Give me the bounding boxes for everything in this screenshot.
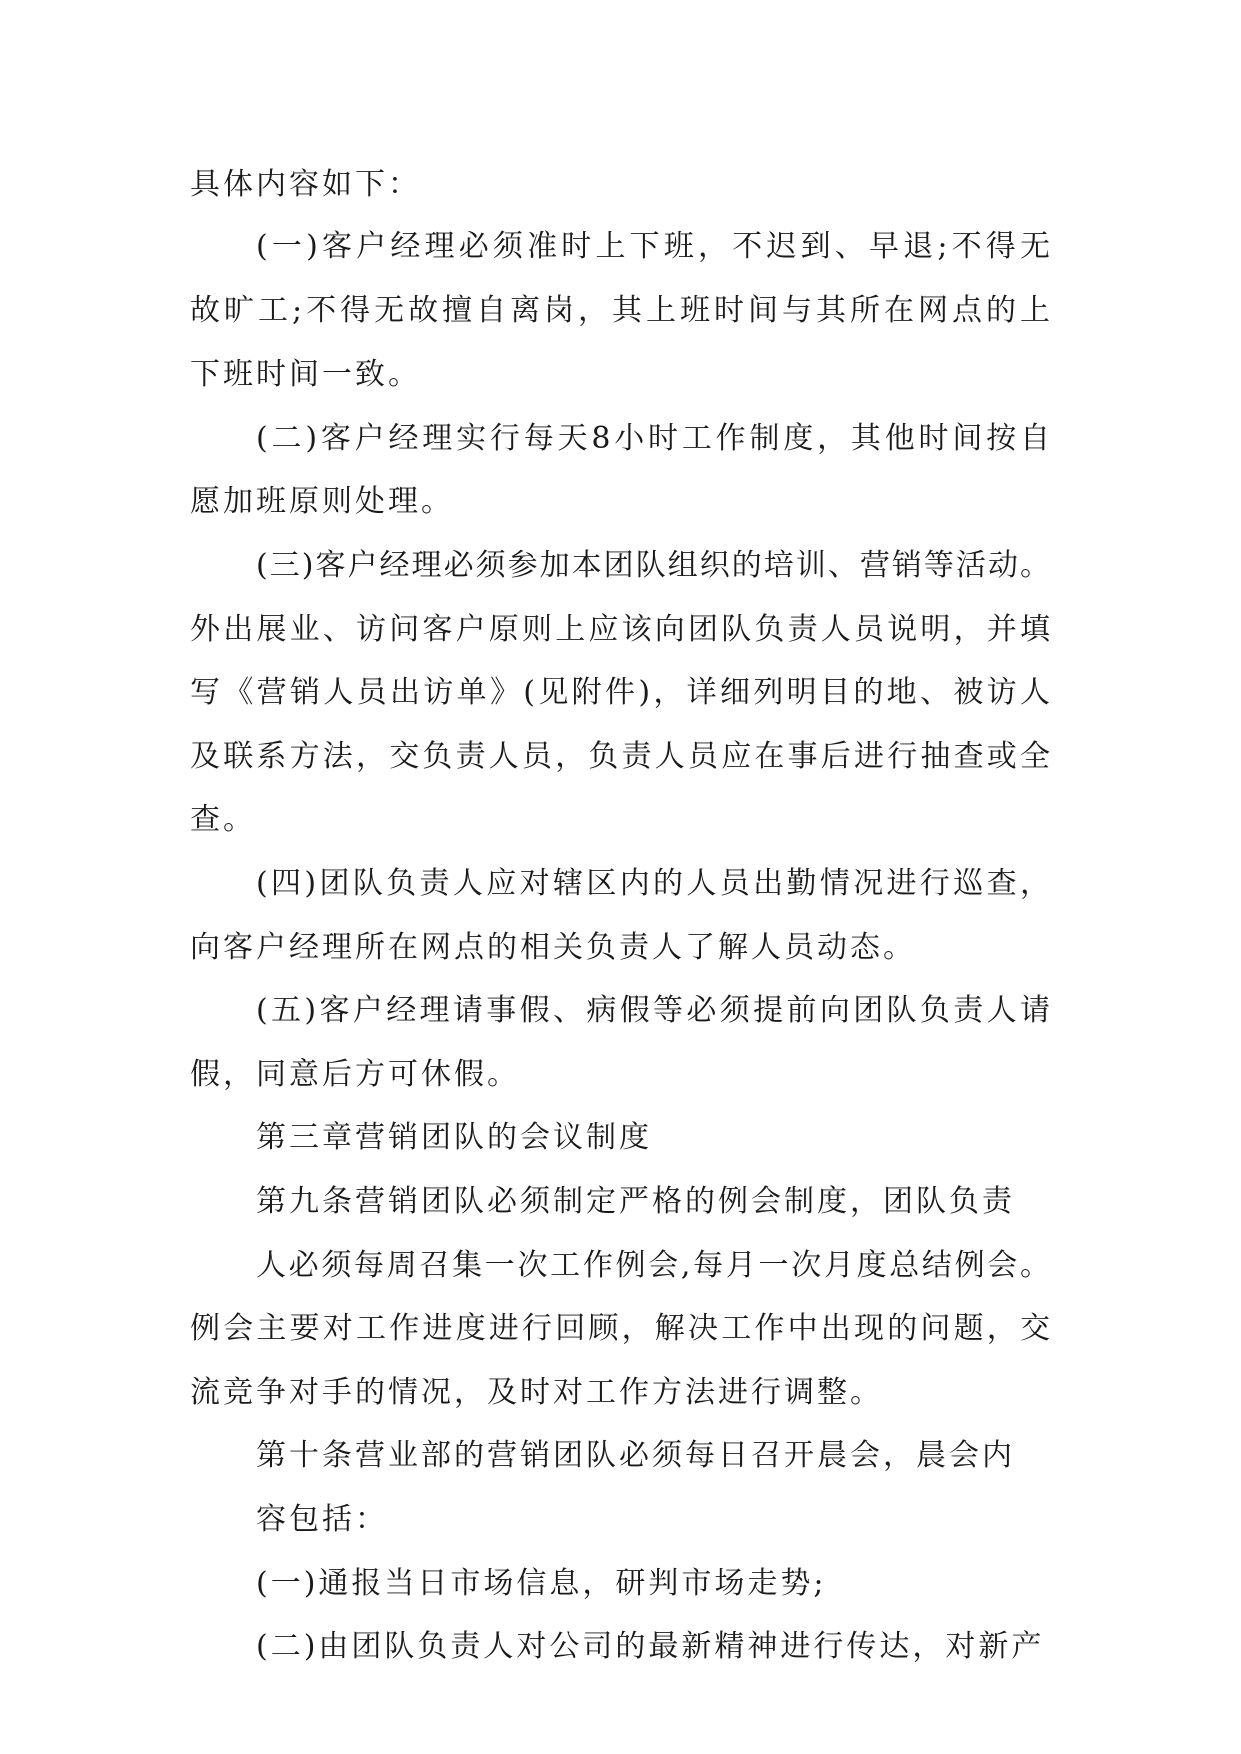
text-line: 假，同意后方可休假。 [190,1057,520,1092]
text-line: 第九条营销团队必须制定严格的例会制度，团队负责 [256,1184,1015,1219]
text-line: 例会主要对工作进度进行回顾，解决工作中出现的问题，交 [190,1311,1050,1346]
text-line: (一)客户经理必须准时上下班，不迟到、早退;不得无 [256,229,1050,264]
text-line: (一)通报当日市场信息，研判市场走势; [256,1566,827,1601]
text-line: 外出展业、访问客户原则上应该向团队负责人员说明，并填 [190,612,1050,647]
text-line: (三)客户经理必须参加本团队组织的培训、营销等活动。 [256,548,1050,583]
text-line: 写《营销人员出访单》(见附件)，详细列明目的地、被访人 [190,675,1050,710]
text-line: 容包括： [256,1502,388,1537]
text-line: 人必须每周召集一次工作例会,每月一次月度总结例会。 [256,1248,1050,1283]
text-line: 下班时间一致。 [190,357,421,392]
text-line: 第十条营业部的营销团队必须每日召开晨会，晨会内 [256,1438,1015,1473]
text-line: 查。 [190,802,256,837]
text-line: (二)客户经理实行每天8小时工作制度，其他时间按自 [256,421,1050,456]
text-line: 流竞争对手的情况，及时对工作方法进行调整。 [190,1375,883,1410]
text-line: (四)团队负责人应对辖区内的人员出勤情况进行巡查， [256,866,1050,901]
text-line: 及联系方法，交负责人员，负责人员应在事后进行抽查或全 [190,739,1050,774]
text-line: 愿加班原则处理。 [190,484,454,519]
section-heading: 第三章营销团队的会议制度 [256,1120,652,1155]
text-line: (二)由团队负责人对公司的最新精神进行传达，对新产 [256,1629,1045,1664]
text-line: (五)客户经理请事假、病假等必须提前向团队负责人请 [256,993,1050,1028]
text-line: 具体内容如下： [190,167,421,202]
text-line: 故旷工;不得无故擅自离岗，其上班时间与其所在网点的上 [190,293,1050,328]
text-line: 向客户经理所在网点的相关负责人了解人员动态。 [190,930,916,965]
